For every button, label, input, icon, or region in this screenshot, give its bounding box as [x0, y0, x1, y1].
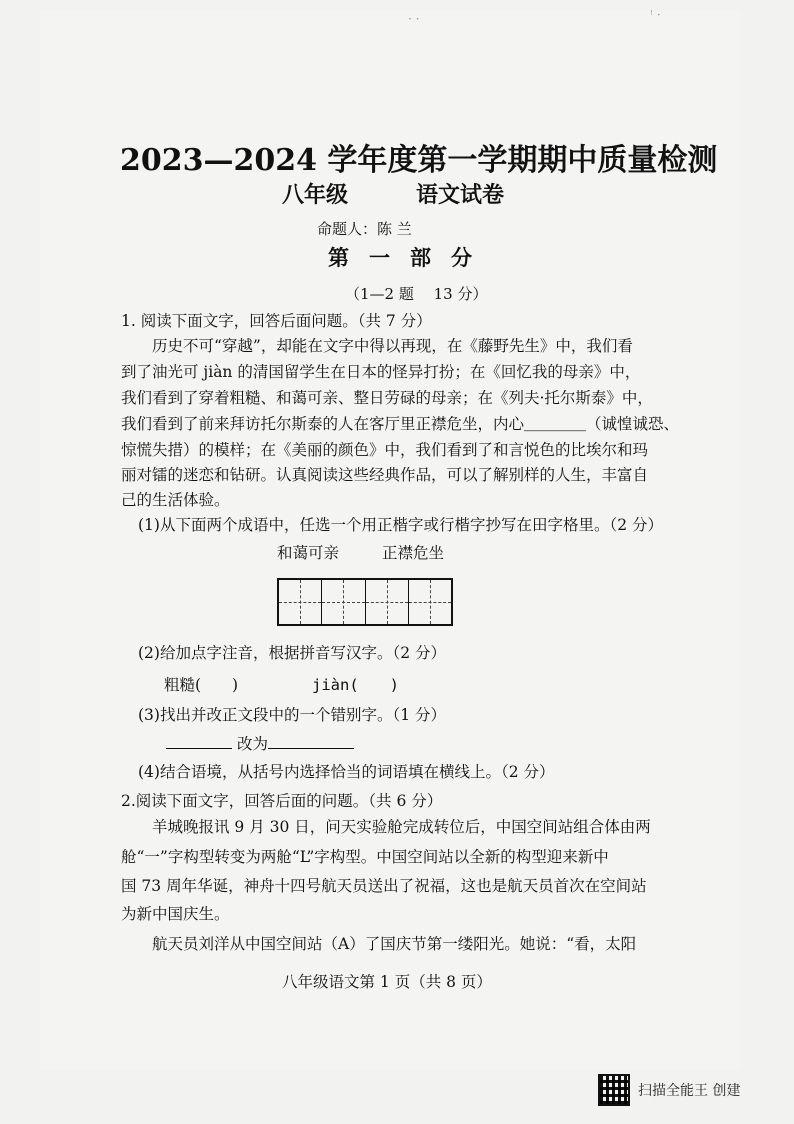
qr-code-icon — [598, 1074, 630, 1106]
q1-passage-line: 到了油光可 jiàn 的清国留学生在日本的怪异打扮；在《回忆我的母亲》中， — [121, 363, 641, 381]
subject-label: 语文试卷 — [416, 182, 505, 208]
q1-passage-line: 我们看到了前来拜访托尔斯泰的人在客厅里正襟危坐，内心＿＿＿＿（诚惶诚恐、 — [121, 415, 680, 433]
grid-cell[interactable] — [279, 580, 322, 624]
q1-sub4: (4)结合语境，从括号内选择恰当的词语填在横线上。（2 分） — [138, 763, 555, 781]
q2-passage-line: 羊城晚报讯 9 月 30 日，问天实验舱完成转位后，中国空间站组合体由两 — [121, 818, 651, 836]
scanner-watermark — [598, 1074, 740, 1106]
grid-cell[interactable] — [322, 580, 365, 624]
tianzi-grid[interactable] — [277, 578, 453, 626]
exam-subtitle — [282, 178, 504, 209]
q2-passage-line: 国 73 周年华诞，神舟十四号航天员送出了祝福，这也是航天员首次在空间站 — [121, 877, 647, 895]
q1-sub2: (2)给加点字注音，根据拼音写汉字。（2 分） — [138, 644, 446, 662]
change-to-label: 改为 — [236, 735, 268, 753]
question-range: （1—2 题 13 分） — [345, 285, 488, 303]
q2-passage-line: 舱“一”字构型转变为两舱“L”字构型。中国空间站以全新的构型迎来新中 — [121, 848, 609, 866]
idiom-option: 正襟危坐 — [382, 544, 445, 562]
q2-passage-line: 为新中国庆生。 — [121, 905, 230, 923]
grade-label: 八年级 — [282, 182, 349, 208]
answer-blank[interactable] — [268, 734, 354, 749]
scan-speck: · · — [408, 12, 420, 26]
q1-sub3: (3)找出并改正文段中的一个错别字。（1 分） — [138, 706, 446, 724]
q1-passage-line: 己的生活体验。 — [121, 491, 230, 509]
correction-row — [166, 732, 354, 754]
answer-blank[interactable] — [166, 734, 232, 749]
q2-passage-line: 航天员刘洋从中国空间站（A）了国庆节第一缕阳光。她说：“看，太阳 — [121, 935, 637, 953]
q1-passage-line: 历史不可“穿越”，却能在文字中得以再现，在《藤野先生》中，我们看 — [121, 337, 633, 355]
q1-passage-line: 惊慌失措）的模样；在《美丽的颜色》中，我们看到了和言悦色的比埃尔和玛 — [121, 441, 649, 459]
exam-title: 2023—2024 学年度第一学期期中质量检测 — [120, 143, 718, 178]
author-line: 命题人：陈 兰 — [317, 220, 412, 238]
q1-passage-line: 丽对镭的迷恋和钻研。认真阅读这些经典作品，可以了解别样的人生，丰富自 — [121, 466, 649, 484]
q2-heading: 2.阅读下面文字，回答后面的问题。（共 6 分） — [121, 792, 443, 810]
part-heading: 第一部分 — [328, 245, 492, 270]
q1-sub1: (1)从下面两个成语中，任选一个用正楷字或行楷字抄写在田字格里。（2 分） — [138, 516, 663, 534]
q1-passage-line: 我们看到了穿着粗糙、和蔼可亲、整日劳碌的母亲；在《列夫·托尔斯泰》中， — [121, 389, 653, 407]
page-footer: 八年级语文第 1 页（共 8 页） — [282, 973, 492, 991]
grid-cell[interactable] — [366, 580, 409, 624]
scanner-label: 扫描全能王 创建 — [638, 1083, 741, 1099]
scan-speck: ꜝ · — [650, 8, 661, 22]
pinyin-item: 粗糙( ) — [164, 676, 239, 694]
q1-heading: 1. 阅读下面文字，回答后面问题。（共 7 分） — [121, 312, 432, 330]
pinyin-item: jiàn( ) — [312, 676, 399, 694]
idiom-option: 和蔼可亲 — [277, 544, 340, 562]
grid-cell[interactable] — [409, 580, 451, 624]
